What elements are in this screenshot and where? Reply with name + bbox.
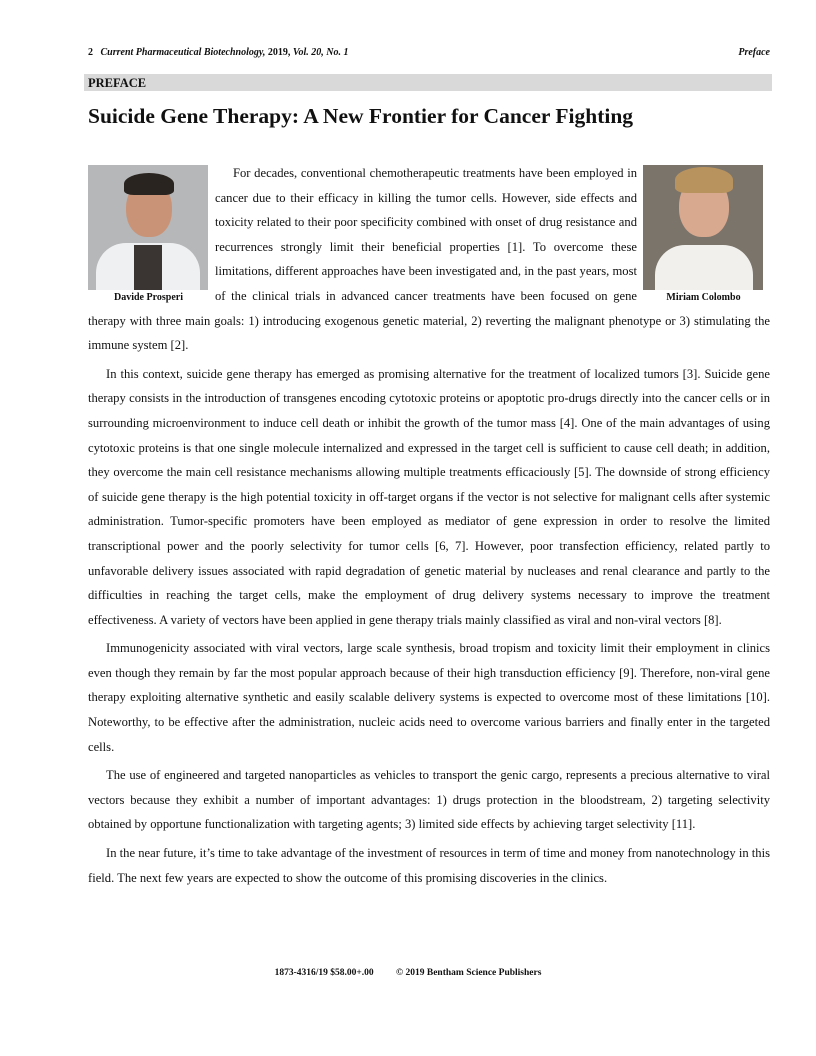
- section-band: PREFACE: [84, 74, 772, 91]
- paragraph: The use of engineered and targeted nanoparticles as vehicles to transport the genic cargo, represents a precious alternative to viral vectors because they exhibit a number of important advantages: 1) drugs protection in the bloodstream, 2) targeting selectivity obtained by opportune functionalization with targeting agents; 3) limited side effects by achieving target selectivity [11].: [88, 768, 770, 832]
- article-body: [88, 161, 770, 894]
- issn-price: 1873-4316/19 $58.00+.00: [274, 968, 374, 978]
- page-number: 2: [88, 47, 93, 58]
- journal-year: 2019,: [267, 47, 291, 58]
- author-name-left: Davide Prosperi: [114, 292, 183, 303]
- paragraph: In the near future, it’s time to take advantage of the investment of resources in term of time and money from nanotechnology in this field. The next few years are expected to show the outcome of this promising discoveries in the clinics.: [88, 846, 770, 885]
- running-header: [88, 47, 770, 58]
- section-name: Preface: [738, 47, 770, 58]
- author-photo-left: [88, 161, 209, 308]
- author-photo-prosperi: [88, 165, 208, 290]
- article-title: Suicide Gene Therapy: A New Frontier for Cancer Fighting: [88, 104, 634, 128]
- paragraph: For decades, conventional chemotherapeutic treatments have been employed in cancer due to their efficacy in killing the tumor cells. However, side effects and toxicity related to their poor specificity combined with onset of drug resistance and recurrences strongly limit their beneficial properties [1]. To overcome these limitations, different approaches have been investigated and, in the past years, most of the clinical trials in advanced cancer treatments have been focused on gene therapy with three main goals: 1) introducing exogenous genetic material, 2) reverting the malignant phenotype or 3) stimulating the immune system [2].: [88, 166, 770, 353]
- copyright: © 2019 Bentham Science Publishers: [396, 968, 542, 978]
- paragraph: Immunogenicity associated with viral vectors, large scale synthesis, broad tropism and toxicity limit their employment in clinics even though they remain by far the most popular approach because of their high transduction efficiency [9]. Therefore, non-viral gene therapy exploiting alternative synthetic and easily scalable delivery systems is expected to overcome most of these limitations [10]. Noteworthy, to be effective after the administration, nucleic acids need to overcome various barriers and finally enter in the targeted cells.: [88, 641, 770, 754]
- author-photo-colombo: [643, 165, 763, 290]
- journal-name: Current Pharmaceutical Biotechnology,: [100, 47, 266, 58]
- page-footer: [0, 968, 816, 978]
- journal-volume: Vol. 20, No. 1: [292, 47, 349, 58]
- author-name-right: Miriam Colombo: [666, 292, 741, 303]
- author-photo-right: [643, 161, 764, 308]
- paragraph: In this context, suicide gene therapy has emerged as promising alternative for the treatment of localized tumors [3]. Suicide gene therapy consists in the introduction of transgenes encoding cytotoxic proteins or apoptotic pro-drugs directly into the cancer cells or in surrounding microenvironment to induce cell death or inhibit the growth of the tumor mass [4]. One of the main advantages of using cytotoxic proteins is that one single molecule internalized and expressed in the target cell is sufficient to cause cell death; in addition, they overcome the main cell resistance mechanisms allowing multiple treatments efficaciously [5]. The downside of strong efficiency of suicide gene therapy is the high potential toxicity in off-target organs if the vector is not selective for malignant cells after systemic administration. Tumor-specific promoters have been employed as mediator of gene expression in order to resolve the limited transcriptional power and the poorly selectivity for tumor cells [6, 7]. However, poor transfection efficiency, related partly to unfavorable delivery issues associated with rapid degradation of genetic material by nucleases and renal clearance and partly to the difficulties in reaching the target cells, make the employment of drug delivery systems necessary to improve the treatment effectiveness. A variety of vectors have been applied in gene therapy trials mainly classified as viral and non-viral vectors [8].: [88, 366, 770, 627]
